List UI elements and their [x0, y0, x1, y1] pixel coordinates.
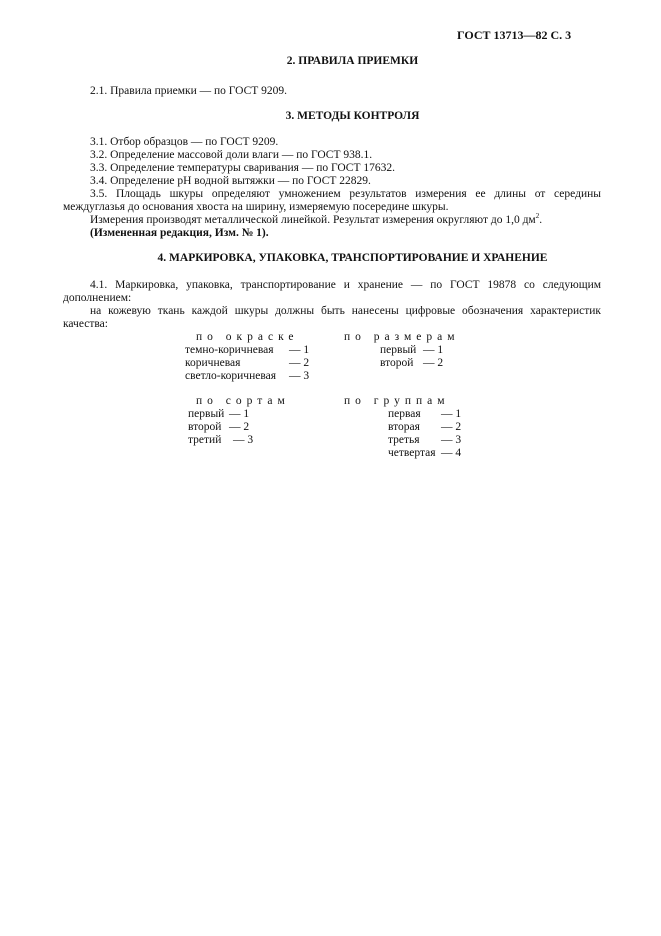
group-code: — 2	[441, 421, 462, 433]
group-code: — 4	[441, 447, 462, 459]
grade-code: — 3	[233, 434, 254, 446]
para-4-1-cont: дополнением:	[63, 292, 132, 304]
page-header: ГОСТ 13713—82 С. 3	[457, 28, 572, 42]
color-name: светло-коричневая	[185, 370, 277, 382]
section-2-title: 2. ПРАВИЛА ПРИЕМКИ	[286, 55, 419, 67]
para-3-3: 3.3. Определение температуры сваривания — по ГОСТ 17632.	[90, 162, 395, 174]
size-code: — 2	[423, 357, 444, 369]
group-name: третья	[388, 434, 420, 446]
section-3-title: 3. МЕТОДЫ КОНТРОЛЯ	[285, 110, 420, 122]
grade-code: — 1	[229, 408, 250, 420]
group-code: — 3	[441, 434, 462, 446]
section-4-title: 4. МАРКИРОВКА, УПАКОВКА, ТРАНСПОРТИРОВАНИЕ И ХРАНЕНИЕ	[157, 252, 548, 264]
size-title: по размерам	[344, 331, 460, 343]
color-code: — 2	[289, 357, 310, 369]
para-2-1: 2.1. Правила приемки — по ГОСТ 9209.	[90, 85, 288, 97]
para-3-2: 3.2. Определение массовой доли влаги — по ГОСТ 938.1.	[90, 149, 373, 161]
color-name: коричневая	[185, 357, 241, 369]
para-4-1: 4.1. Маркировка, упаковка, транспортирование и хранение — по ГОСТ 19878 со следующим	[90, 279, 601, 291]
grade-name: второй	[188, 421, 222, 433]
para-marking: на кожевую ткань каждой шкуры должны быть нанесены цифровые обозначения характеристик	[90, 305, 601, 317]
superscript: 2	[535, 212, 540, 221]
amendment-note: (Измененная редакция, Изм. № 1).	[90, 227, 269, 239]
para-marking-cont: качества:	[63, 318, 108, 330]
size-code: — 1	[423, 344, 444, 356]
group-name: вторая	[388, 421, 420, 433]
para-3-4: 3.4. Определение pH водной вытяжки — по ГОСТ 22829.	[90, 175, 371, 187]
group-title: по группам	[344, 395, 450, 407]
para-3-5: 3.5. Площадь шкуры определяют умножением результатов измерения ее длины от середины	[90, 188, 601, 200]
group-name: четвертая	[388, 447, 436, 459]
measurement-text: Измерения производят металлической линейкой. Результат измерения округляют до 1,0 дм	[90, 214, 536, 226]
para-3-1: 3.1. Отбор образцов — по ГОСТ 9209.	[90, 136, 279, 148]
group-name: первая	[388, 408, 421, 420]
para-measurement	[90, 213, 542, 227]
grade-name: первый	[188, 408, 225, 420]
period: .	[539, 214, 543, 226]
grade-name: третий	[188, 434, 222, 446]
grade-title: по сортам	[196, 395, 290, 407]
color-name: темно-коричневая	[185, 344, 274, 356]
grade-code: — 2	[229, 421, 250, 433]
para-3-5-cont: междуглазья до основания хвоста на ширину, измеряемую посередине шкуры.	[63, 201, 449, 213]
size-name: второй	[380, 357, 414, 369]
color-code: — 1	[289, 344, 310, 356]
color-code: — 3	[289, 370, 310, 382]
size-name: первый	[380, 344, 417, 356]
color-title: по окраске	[196, 331, 299, 343]
group-code: — 1	[441, 408, 462, 420]
